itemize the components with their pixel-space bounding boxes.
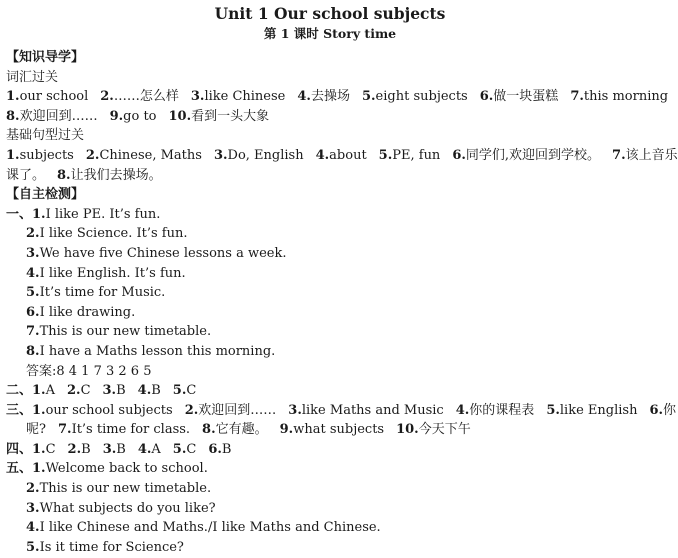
item-text: We have five Chinese lessons a week. <box>39 245 287 261</box>
answer-item <box>57 168 162 183</box>
answer-item <box>26 422 46 437</box>
item-number: 7. <box>570 89 584 105</box>
section-heading-knowledge: 【知识导学】 <box>6 50 85 65</box>
item-text: A <box>151 441 161 457</box>
item-text: 你的课程表 <box>469 402 535 418</box>
item-text: I like Chinese and Maths./I like Maths and Chinese. <box>39 520 381 536</box>
item-text: what subjects <box>293 422 385 438</box>
answer-item <box>649 403 676 418</box>
item-text: PE, fun <box>392 147 441 163</box>
item-text: 欢迎回到…… <box>19 108 98 124</box>
item-number: 6. <box>26 304 40 320</box>
item-number: 5. <box>361 89 376 105</box>
answer-item <box>214 148 304 163</box>
item-number: 1. <box>32 383 46 399</box>
item-number: 3. <box>102 383 117 399</box>
part-five-item <box>6 459 654 479</box>
answer-item <box>138 442 161 457</box>
item-number: 8. <box>57 167 71 183</box>
answer-item <box>68 442 91 457</box>
answer-item <box>6 168 45 183</box>
item-number: 1. <box>6 147 20 163</box>
answer-item <box>379 148 441 163</box>
part-one-answer: 答案:8 4 1 7 3 2 6 5 <box>26 363 152 379</box>
item-text: like English <box>559 402 638 418</box>
item-number: 2. <box>100 89 114 105</box>
item-text: A <box>45 383 55 399</box>
item-text: 呢? <box>26 422 46 438</box>
sentence-line-1 <box>6 146 678 166</box>
part-one-item <box>6 264 654 284</box>
part-one-item <box>6 205 654 225</box>
answer-item <box>32 383 55 398</box>
item-number: 4. <box>26 265 40 281</box>
item-text: What subjects do you like? <box>39 500 216 516</box>
item-text: It’s time for class. <box>71 422 191 438</box>
part-one-label: 一、 <box>6 206 33 222</box>
vocab-line-2 <box>6 107 654 127</box>
item-number: 7. <box>26 324 40 340</box>
vocab-line-1 <box>6 87 669 107</box>
part-five <box>6 459 654 557</box>
item-text: Chinese, Maths <box>99 147 202 163</box>
answer-item <box>169 109 270 124</box>
answer-item <box>173 383 197 398</box>
item-number: 4. <box>297 89 311 105</box>
item-text: It’s time for Music. <box>39 285 166 301</box>
item-text: 欢迎回到…… <box>198 402 277 418</box>
part-one-item <box>6 244 654 264</box>
item-number: 5. <box>172 441 187 457</box>
item-text: our school <box>19 89 89 105</box>
part-three-label: 三、 <box>6 402 33 418</box>
answer-item <box>6 148 74 163</box>
answer-item <box>297 89 350 104</box>
item-number: 2. <box>26 481 40 497</box>
part-two-label: 二、 <box>6 383 33 399</box>
item-number: 5. <box>172 383 187 399</box>
item-number: 9. <box>279 422 294 438</box>
item-number: 5. <box>26 285 40 301</box>
item-text: B <box>116 383 126 399</box>
part-one-item <box>6 303 654 323</box>
vocab-heading: 词汇过关 <box>6 69 59 85</box>
part-four <box>6 440 654 460</box>
item-text: 让我们去操场。 <box>70 167 162 183</box>
item-number: 4. <box>455 402 470 418</box>
item-number: 5. <box>26 539 40 555</box>
lesson-subtitle: 第 1 课时 Story time <box>263 26 397 41</box>
item-number: 2. <box>26 226 40 242</box>
item-text: This is our new timetable. <box>39 481 212 497</box>
answer-item <box>316 148 367 163</box>
item-text: ……怎么样 <box>113 89 179 105</box>
item-text: This is our new timetable. <box>39 324 212 340</box>
part-one-item <box>6 283 654 303</box>
answer-item <box>103 383 126 398</box>
item-number: 3. <box>213 147 228 163</box>
answer-item <box>280 422 384 437</box>
answer-item <box>32 442 56 457</box>
item-number: 6. <box>649 402 664 418</box>
section-heading-selftest: 【自主检测】 <box>6 187 85 203</box>
page-title: Unit 1 Our school subjects <box>214 4 446 23</box>
item-text: C <box>45 441 56 457</box>
part-four-items <box>32 442 231 457</box>
item-number: 3. <box>190 89 205 105</box>
item-text: Is it time for Science? <box>39 539 184 555</box>
item-number: 2. <box>66 383 81 399</box>
item-number: 2. <box>184 402 199 418</box>
answer-item <box>185 403 277 418</box>
item-text: 今天下午 <box>418 422 471 438</box>
item-number: 4. <box>26 520 40 536</box>
part-three-line-2 <box>6 420 654 440</box>
part-one-item <box>6 322 654 342</box>
item-number: 9. <box>109 108 124 124</box>
item-number: 6. <box>208 441 222 457</box>
answer-item <box>202 422 268 437</box>
answer-item <box>67 383 91 398</box>
item-text: C <box>186 383 197 399</box>
item-number: 7. <box>612 147 626 163</box>
answer-item <box>110 109 157 124</box>
item-number: 10. <box>396 422 419 438</box>
item-text: eight subjects <box>375 89 468 105</box>
part-three-items-1 <box>32 403 676 418</box>
item-text: 做一块蛋糕 <box>493 89 559 105</box>
item-number: 1. <box>32 461 46 477</box>
item-number: 2. <box>67 441 82 457</box>
part-five-item <box>6 518 654 538</box>
item-text: subjects <box>19 147 74 163</box>
item-number: 6. <box>479 89 494 105</box>
part-five-item <box>6 499 654 519</box>
item-text: I have a Maths lesson this morning. <box>39 343 276 359</box>
item-number: 1. <box>32 402 46 418</box>
item-number: 1. <box>6 89 20 105</box>
part-five-item <box>6 479 654 499</box>
answer-item <box>32 403 173 418</box>
item-number: 4. <box>137 383 152 399</box>
item-number: 3. <box>288 402 302 418</box>
part-three-line-1 <box>6 401 677 421</box>
answer-item <box>173 442 197 457</box>
answer-item <box>362 89 468 104</box>
item-number: 7. <box>57 422 72 438</box>
item-number: 10. <box>168 108 192 124</box>
item-text: 你 <box>663 402 677 418</box>
answer-item <box>191 89 286 104</box>
answer-item <box>396 422 471 437</box>
item-text: B <box>116 441 126 457</box>
item-number: 8. <box>6 108 20 124</box>
sentence-heading: 基础句型过关 <box>6 128 85 144</box>
answer-item <box>452 148 600 163</box>
item-text: B <box>221 441 232 457</box>
item-text: C <box>186 441 197 457</box>
part-two <box>6 381 654 401</box>
part-one-item <box>6 342 654 362</box>
item-text: I like drawing. <box>39 304 136 320</box>
part-five-item <box>6 538 654 558</box>
answer-item <box>546 403 637 418</box>
item-number: 1. <box>32 441 46 457</box>
item-text: I like English. It’s fun. <box>39 265 186 281</box>
answer-item <box>288 403 443 418</box>
answer-item <box>6 109 98 124</box>
part-one <box>6 205 654 362</box>
item-text: our school subjects <box>45 402 173 418</box>
item-text: go to <box>123 108 157 124</box>
item-number: 3. <box>26 500 40 516</box>
item-text: like Maths and Music <box>301 402 444 418</box>
item-text: 看到一头大象 <box>191 108 270 124</box>
item-text: I like Science. It’s fun. <box>39 226 188 242</box>
item-text: 去操场 <box>310 89 350 105</box>
item-number: 6. <box>452 147 466 163</box>
item-text: 同学们,欢迎回到学校。 <box>465 147 601 163</box>
answer-item <box>480 89 559 104</box>
item-number: 4. <box>315 147 330 163</box>
item-text: C <box>80 383 91 399</box>
item-number: 3. <box>26 245 40 261</box>
item-text: Welcome back to school. <box>45 461 208 477</box>
item-number: 5. <box>546 402 560 418</box>
item-text: B <box>81 441 91 457</box>
item-text: 课了。 <box>6 167 46 183</box>
answer-item <box>208 442 231 457</box>
item-text: 该上音乐 <box>625 147 678 163</box>
answer-item <box>570 89 668 104</box>
item-number: 1. <box>32 206 46 222</box>
item-text: Do, English <box>227 147 304 163</box>
part-four-label: 四、 <box>6 441 33 457</box>
answer-item <box>58 422 190 437</box>
item-text: 它有趣。 <box>215 422 268 438</box>
sentence-line-2 <box>6 166 654 186</box>
item-number: 4. <box>137 441 152 457</box>
part-five-label: 五、 <box>6 461 33 477</box>
item-number: 5. <box>378 147 393 163</box>
item-number: 2. <box>85 147 100 163</box>
part-two-items <box>32 383 196 398</box>
answer-item <box>86 148 202 163</box>
answer-item <box>612 148 678 163</box>
answer-item <box>103 442 126 457</box>
item-number: 3. <box>102 441 117 457</box>
item-text: about <box>329 147 367 163</box>
answer-item <box>456 403 535 418</box>
item-number: 8. <box>202 422 216 438</box>
item-text: I like PE. It’s fun. <box>45 206 161 222</box>
answer-item <box>6 89 88 104</box>
item-number: 8. <box>26 343 40 359</box>
item-text: B <box>151 383 161 399</box>
item-text: like Chinese <box>204 89 286 105</box>
answer-item <box>100 89 179 104</box>
answer-item <box>138 383 161 398</box>
part-one-item <box>6 224 654 244</box>
item-text: this morning <box>583 89 669 105</box>
